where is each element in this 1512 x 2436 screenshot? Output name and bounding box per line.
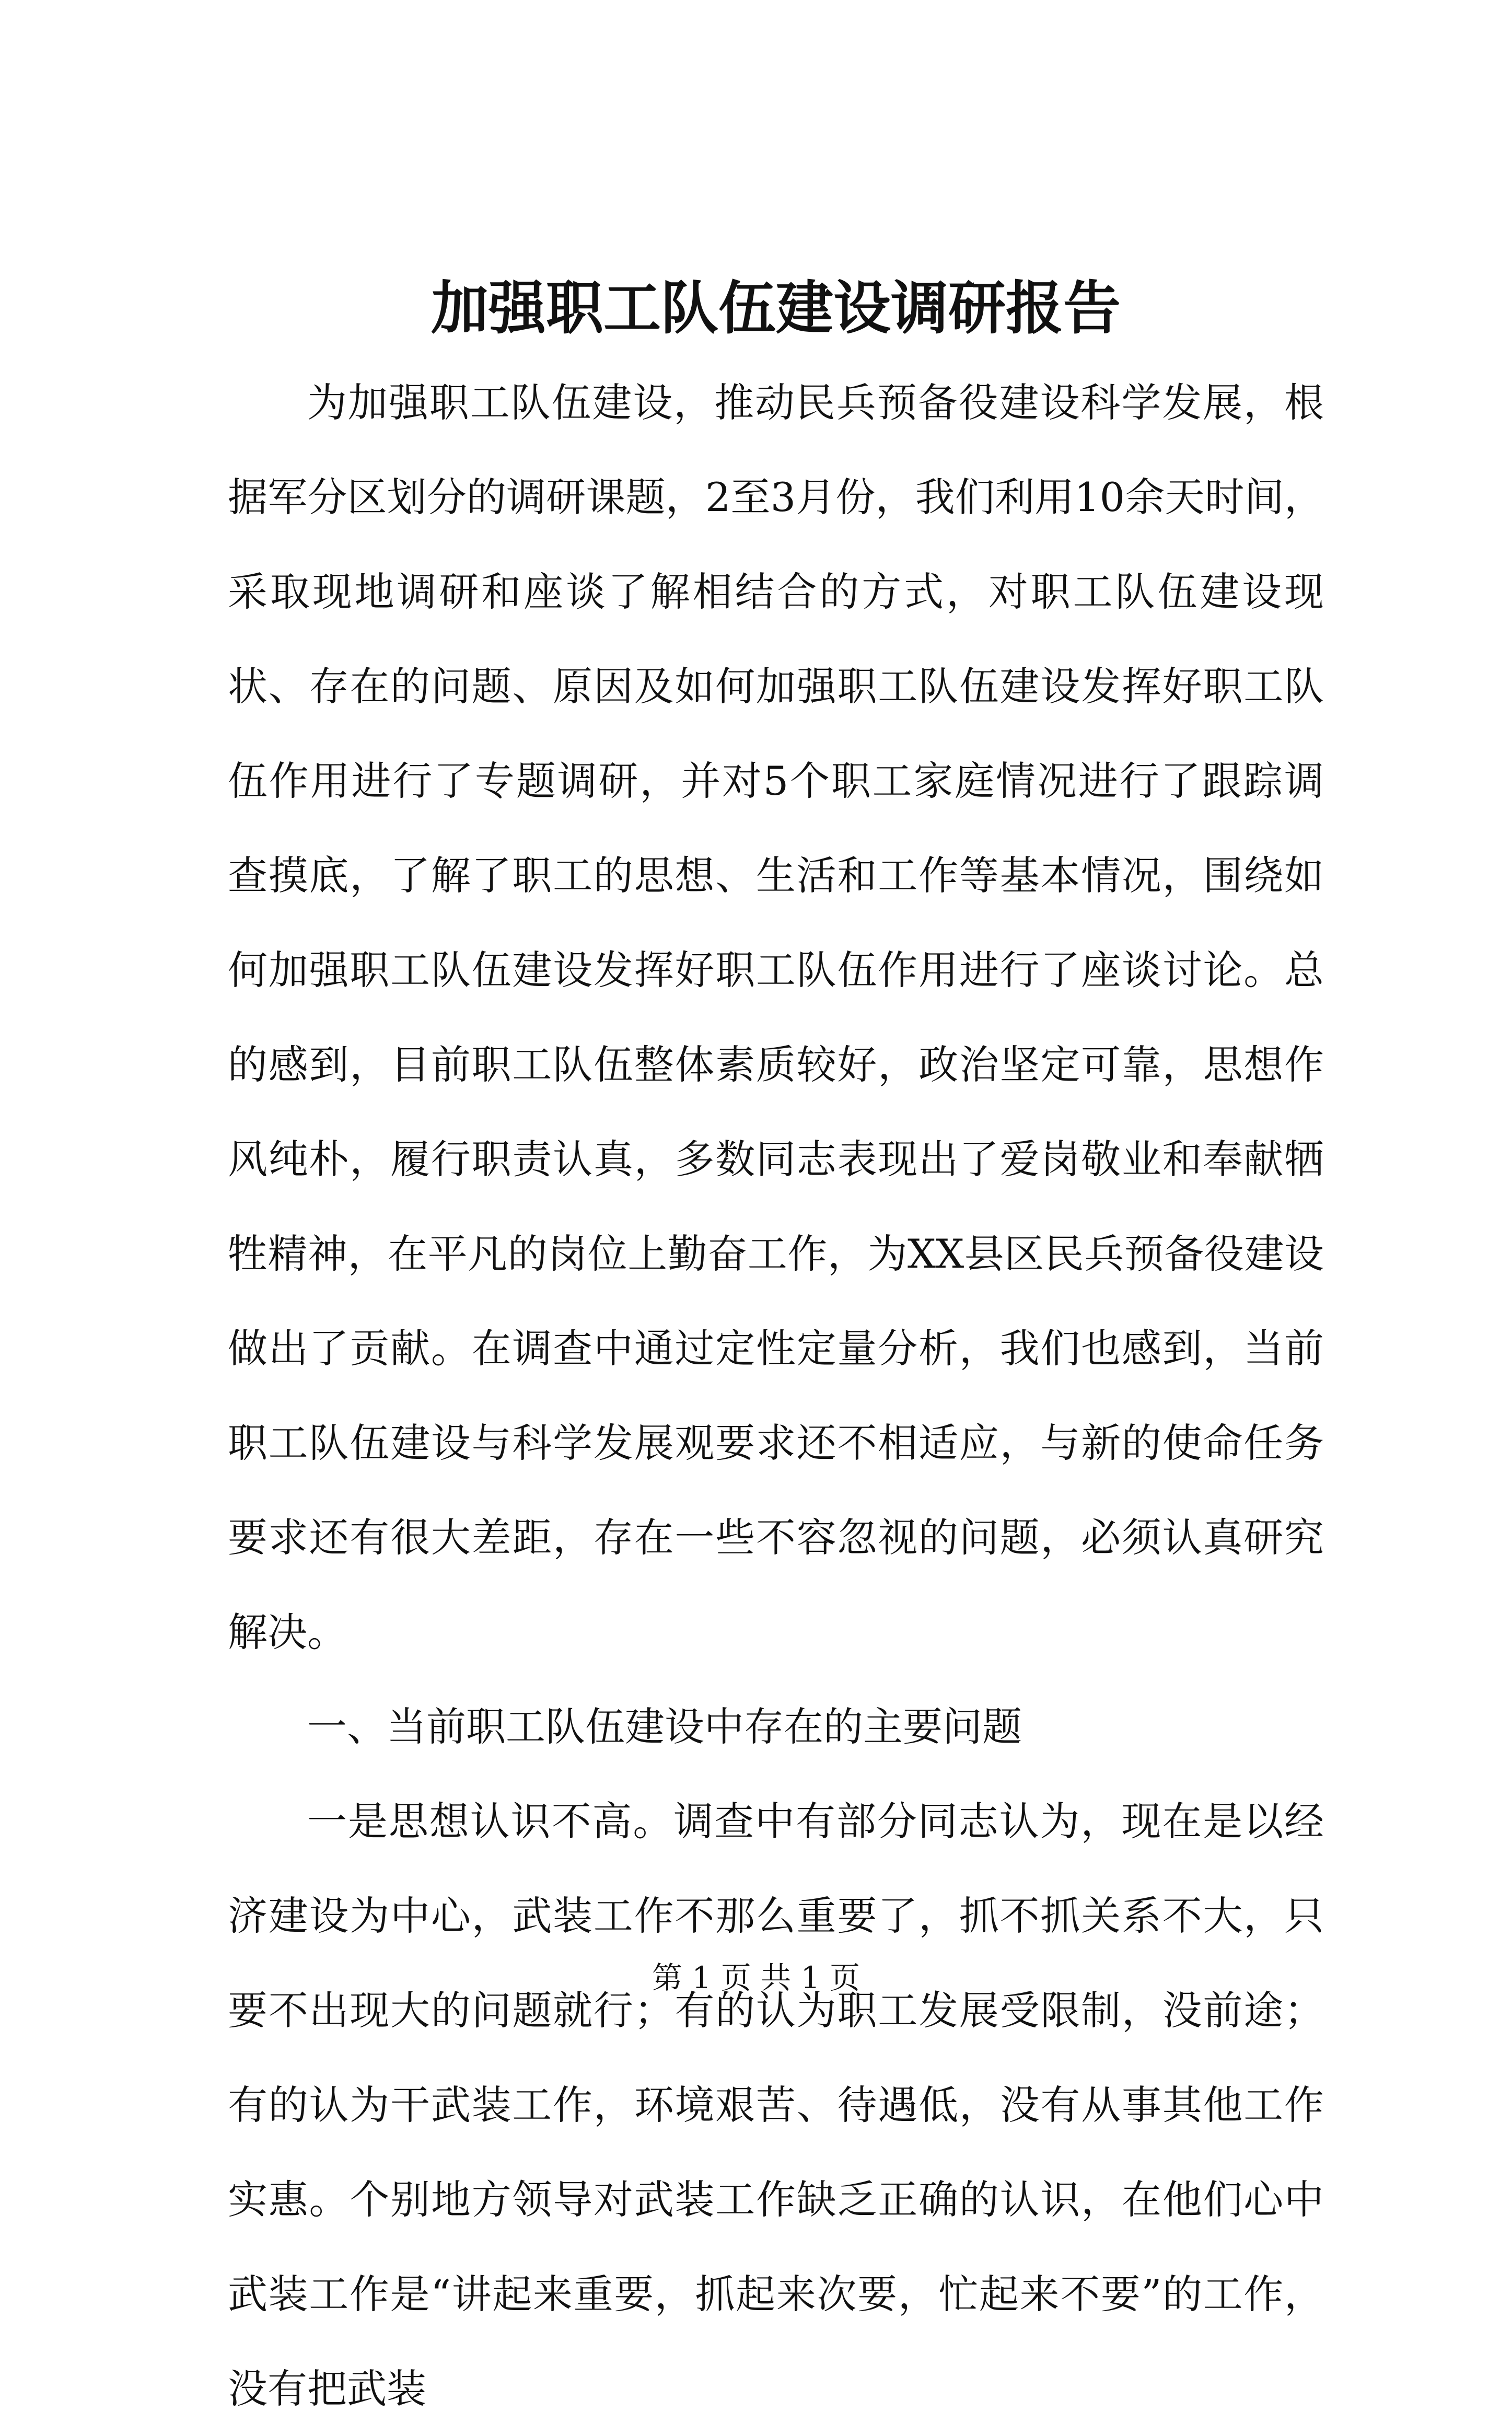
intro-paragraph: 为加强职工队伍建设，推动民兵预备役建设科学发展，根据军分区划分的调研课题，2至3月份，我们利用10余天时间，采取现地调研和座谈了解相结合的方式，对职工队伍建设现状、存在的问题、原因及如何加强职工队伍建设发挥好职工队伍作用进行了专题调研，并对5个职工家庭情况进行了跟踪调查摸底，了解了职工的思想、生活和工作等基本情况，围绕如何加强职工队伍建设发挥好职工队伍作用进行了座谈讨论。总的感到，目前职工队伍整体素质较好，政治坚定可靠，思想作风纯朴，履行职责认真，多数同志表现出了爱岗敬业和奉献牺牲精神，在平凡的岗位上勤奋工作，为XX县区民兵预备役建设做出了贡献。在调查中通过定性定量分析，我们也感到，当前职工队伍建设与科学发展观要求还不相适应，与新的使命任务要求还有很大差距，存在一些不容忽视的问题，必须认真研究解决。 <box>228 379 1324 1655</box>
page-footer: 第 1 页 共 1 页 <box>652 1960 860 1996</box>
section-paragraph: 一是思想认识不高。调查中有部分同志认为，现在是以经济建设为中心，武装工作不那么重要了，抓不抓关系不大，只要不出现大的问题就行；有的认为职工发展受限制，没前途；有的认为干武装工作，环境艰苦、待遇低，没有从事其他工作实惠。个别地方领导对武装工作缺乏正确的认识，在他们心中武装工作是“讲起来重要，抓起来次要，忙起来不要”的工作，没有把武装 <box>228 1798 1324 2412</box>
document-title: 加强职工队伍建设调研报告 <box>431 274 1121 342</box>
document-body <box>228 261 1324 2436</box>
section-heading: 一、当前职工队伍建设中存在的主要问题 <box>307 1703 1022 1750</box>
